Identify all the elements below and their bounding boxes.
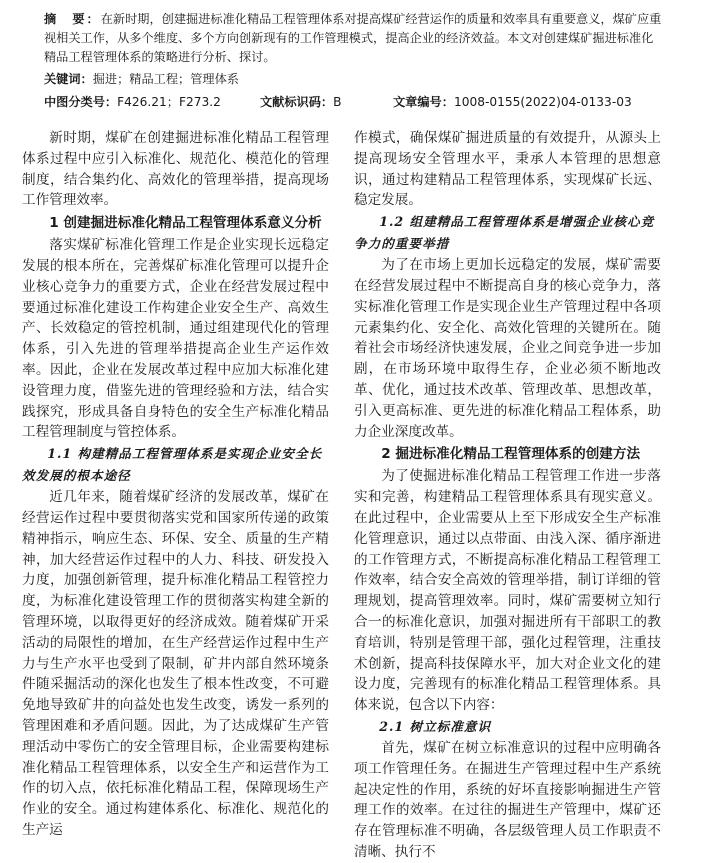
abstract-text: 在新时期，创建掘进标准化精品工程管理体系对提高煤矿经营运作的质量和效率具有重要意义，煤矿应重视相关工作，从多个维度、多个方向创新现有的工作管理模式，提高企业的经济效益。本文对创建煤矿掘进标准化精品工程管理体系的策略进行分析、探讨。 (44, 12, 662, 64)
section-2-1-heading: 2.1 树立标准意识 (379, 718, 492, 734)
keywords-label: 关键词： (44, 72, 93, 86)
classification-label: 中图分类号： (44, 95, 118, 109)
section-1-2-paragraph: 为了在市场上更加长远稳定的发展，煤矿需要在经营发展过程中不断提高自身的核心竞争力，落实标准化管理工作是实现企业生产管理过程中各项元素集约化、安全化、高效化管理的关键所在。随着社会市场经济快速发展，企业之间竞争进一步加剧，在市场环境中取得生存，企业必须不断地改革、优化，通过技术改革、管理改革、思想改革，引入更高标准、更先进的标准化精品工程体系，助力企业深度改革。 (354, 257, 661, 440)
section-1-2-heading: 1.2 组建精品工程管理体系是增强企业核心竞争力的重要举措 (354, 214, 655, 252)
document-code (260, 93, 342, 110)
intro-paragraph: 新时期，煤矿在创建掘进标准化精品工程管理体系过程中应引入标准化、规范化、模范化的管理制度，结合集约化、高效化的管理举措，提高现场工作管理效率。 (22, 130, 329, 209)
section-2-heading: 2 掘进标准化精品工程管理体系的创建方法 (381, 446, 641, 463)
section-1-heading: 1 创建掘进标准化精品工程管理体系意义分析 (49, 215, 322, 232)
keywords-text: 掘进；精品工程；管理体系 (92, 72, 239, 86)
abstract (44, 10, 664, 67)
classification-value: F426.21；F273.2 (117, 95, 221, 109)
doc-code-label: 文献标识码： (260, 95, 334, 109)
section-2-paragraph: 为了使掘进标准化精品工程管理工作进一步落实和完善，构建精品工程管理体系具有现实意义。在此过程中，企业需要从上至下形成安全生产标准化管理意识，通过以点带面、由浅入深、循序渐进的工作管理方式，不断提高标准化精品工程管理工作效率，结合安全高效的管理举措，制订详细的管理规划，提高管理效率。同时，煤矿需要树立知行合一的标准化意识，加强对掘进所有干部职工的教育培训，特别是管理干部，强化过程管理，注重技术创新，提高科技保障水平，加大对企业文化的建设力度，完善现有的标准化精品工程管理体系。具体来说，包含以下内容： (354, 468, 661, 714)
article-number (393, 93, 632, 110)
section-1-1-paragraph: 近几年来，随着煤矿经济的发展改革，煤矿在经营运作过程中要贯彻落实党和国家所传递的政策精神指示，响应生态、环保、安全、质量的生产精神，加大经营运作过程中的人力、科技、研发投入力度，加强创新管理，提升标准化精品工程管控力度，为标准化建设管理工作的贯彻落实构建全新的管理环境，以取得更好的经济成效。随着煤矿开采活动的局限性的增加，在生产经营运作过程中生产力与生产水平也受到了限制，矿井内部自然环境条件随采掘活动的深化也发生了根本性改变，不可避免地导致矿井的向益处也发生改变，诱发一系列的管理困难和矛盾问题。因此，为了达成煤矿生产管理活动中零伤亡的安全管理目标，企业需要构建标准化精品工程管理体系，以安全生产和运营作为工作的切入点，依托标准化精品工程，保障现场生产作业的安全。通过构建体系化、标准化、规范化的生产运 (22, 489, 329, 838)
article-no-value: 1008-0155(2022)04-0133-03 (453, 95, 632, 109)
right-column (354, 128, 661, 863)
classification-number (44, 93, 221, 110)
keywords (44, 70, 239, 87)
section-1-1-continuation: 作模式，确保煤矿掘进质量的有效提升，从源头上提高现场安全管理水平，秉承人本管理的思想意识，通过构建精品工程管理体系，实现煤矿长远、稳定发展。 (354, 130, 661, 209)
doc-code-value: B (333, 95, 342, 109)
section-2-1-paragraph: 首先，煤矿在树立标准意识的过程中应明确各项工作管理任务。在掘进生产管理过程中生产系统起决定性的作用，系统的好坏直接影响掘进生产管理工作的效率。在过往的掘进生产管理中，煤矿还存在管理标准不明确，各层级管理人员工作职责不清晰、执行不 (354, 739, 661, 860)
section-1-1-heading: 1.1 构建精品工程管理体系是实现企业安全长效发展的根本途径 (22, 446, 323, 484)
abstract-label: 摘 要： (44, 12, 101, 26)
left-column (22, 128, 329, 841)
section-1-paragraph: 落实煤矿标准化管理工作是企业实现长远稳定发展的根本所在，完善煤矿标准化管理可以提升企业核心竞争力的重要方式，企业在经营发展过程中要通过标准化建设工作构建企业安全生产、高效生产、长效稳定的管控机制，通过组建现代化的管理体系，引入先进的管理举措提高企业生产运作效率。因此，企业在发展改革过程中应加大标准化建设管理力度，借鉴先进的管理经验和方法，结合实践探究，形成具备自身特色的安全生产标准化精品工程管理制度与管控体系。 (22, 237, 329, 441)
article-no-label: 文章编号： (393, 95, 454, 109)
